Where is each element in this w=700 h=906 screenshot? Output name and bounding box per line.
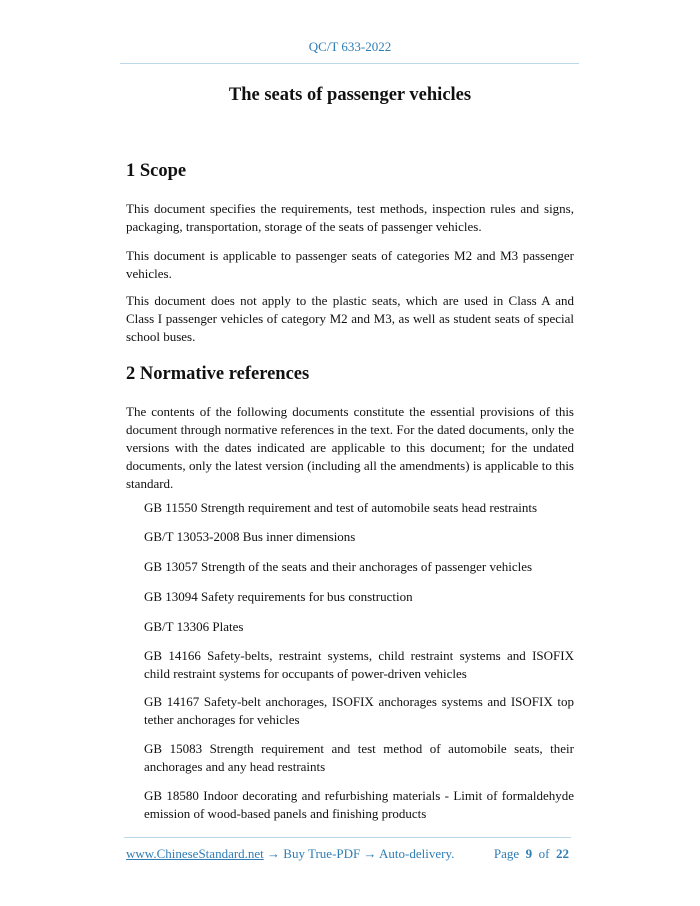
arrow-right-icon: → [363,846,377,861]
of-label: of [538,846,550,861]
reference-item: GB 14167 Safety-belt anchorages, ISOFIX anchorages systems and ISOFIX top tether anchorages for vehicles [144,694,574,727]
reference-item: GB/T 13053-2008 Bus inner dimensions [144,529,356,544]
page-title: The seats of passenger vehicles [228,85,472,105]
page-label: Page [493,846,520,861]
document-code-header: QC/T 633-2022 [308,39,392,54]
reference-item: GB 11550 Strength requirement and test of automobile seats head restraints [144,500,538,515]
reference-item: GB 15083 Strength requirement and test method of automobile seats, their anchorages and any head restraints [144,741,574,774]
paragraph: This document is applicable to passenger seats of categories M2 and M3 passenger vehicles. [126,248,574,281]
paragraph: This document specifies the requirements, test methods, inspection rules and signs, packaging, transportation, storage of the seats of passenger vehicles. [126,201,574,234]
current-page: 9 [525,846,533,861]
page-indicator [494,846,569,862]
paragraph: The contents of the following documents constitute the essential provisions of this document through normative references in the text. For the dated documents, only the versions with the dates indicated are applicable to this document; for the undated documents, only the latest version (including all the amendments) is applicable to this standard. [126,404,574,491]
footer-promo [126,846,454,862]
website-link[interactable]: www.ChineseStandard.net [126,846,264,861]
total-pages: 22 [556,846,569,861]
auto-delivery-text: Auto-delivery. [379,846,455,861]
reference-item: GB 13094 Safety requirements for bus construction [144,589,413,604]
reference-item: GB 14166 Safety-belts, restraint systems, child restraint systems and ISOFIX child restraint systems for occupants of power-driven vehicles [144,648,574,681]
buy-pdf-text: Buy True-PDF [283,846,361,861]
section-heading-normative-references: 2 Normative references [126,364,310,384]
reference-item: GB 13057 Strength of the seats and their anchorages of passenger vehicles [144,559,533,574]
section-heading-scope: 1 Scope [126,161,187,181]
paragraph: This document does not apply to the plastic seats, which are used in Class A and Class I passenger vehicles of category M2 and M3, as well as student seats of special school buses. [126,293,574,344]
arrow-right-icon: → [267,846,281,861]
reference-item: GB 18580 Indoor decorating and refurbishing materials - Limit of formaldehyde emission of wood-based panels and finishing products [144,788,574,821]
footer-divider [124,837,571,838]
reference-item: GB/T 13306 Plates [144,619,244,634]
header-divider [120,63,579,64]
